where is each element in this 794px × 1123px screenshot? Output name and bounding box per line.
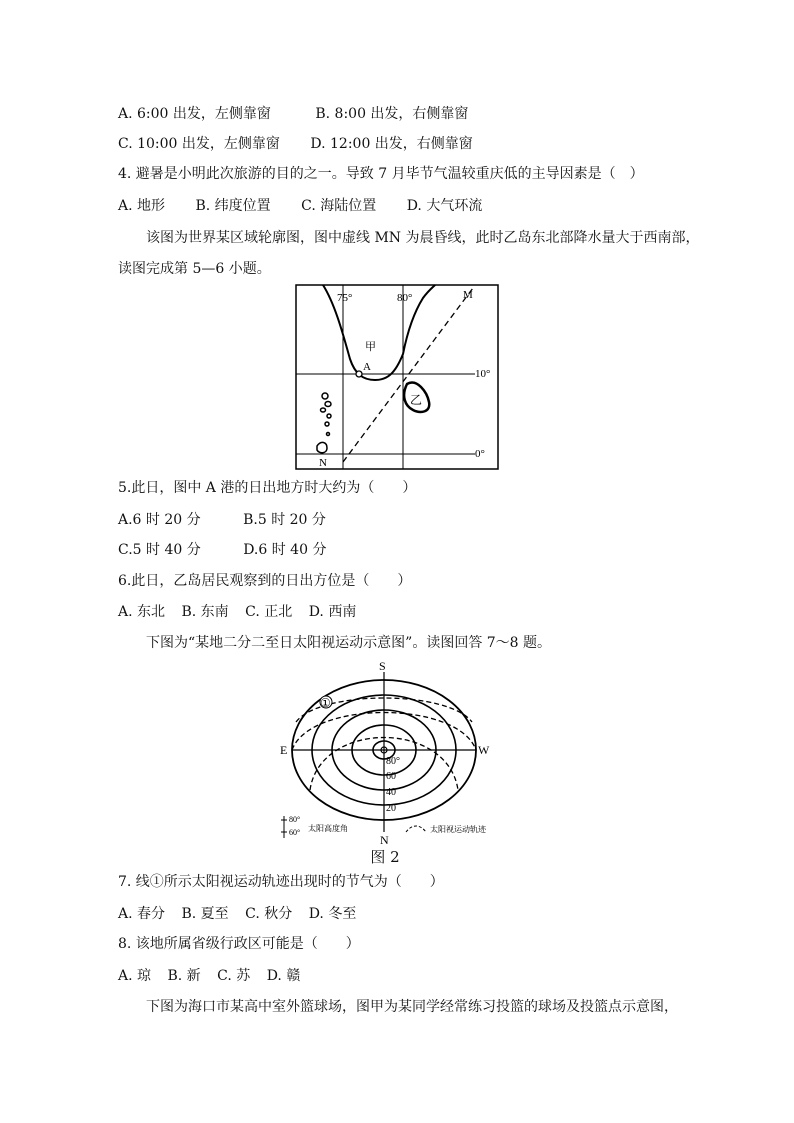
label-lon-80: 80°	[397, 292, 413, 304]
label-alt-80: 80°	[386, 756, 400, 767]
label-lon-75: 75°	[337, 292, 353, 304]
intro-basketball: 下图为海口市某高中室外篮球场，图甲为某同学经常练习投篮的球场及投篮点示意图，	[146, 999, 678, 1015]
q8-option-a: A. 琼	[118, 968, 152, 984]
q5-options-row2	[118, 540, 352, 560]
label-n: N	[319, 457, 327, 469]
label-circle-1: ①	[320, 696, 331, 710]
legend-altitude-label: 太阳高度角	[308, 824, 348, 833]
label-lat-10: 10°	[475, 368, 491, 380]
q6-options	[118, 602, 382, 622]
legend-80: 80°	[289, 815, 301, 824]
q3-option-d: D. 12:00 出发，右侧靠窗	[310, 136, 473, 152]
legend-track-label: 太阳视运动轨迹	[430, 825, 486, 834]
q7-options	[118, 904, 382, 924]
q3-options-row2	[118, 134, 499, 154]
q4-option-c: C. 海陆位置	[301, 198, 377, 214]
q8-stem: 8. 该地所属省级行政区可能是（ ）	[118, 936, 360, 952]
intro-5-6-line2: 读图完成第 5—6 小题。	[118, 261, 271, 277]
label-yi: 乙	[410, 393, 423, 407]
label-n: N	[380, 833, 389, 846]
q3-options-row1	[118, 104, 494, 124]
intro-5-6-line1: 该图为世界某区域轮廓图，图中虚线 MN 为晨昏线，此时乙岛东北部降水量大于西南部，	[146, 230, 700, 246]
q4-option-a: A. 地形	[118, 198, 166, 214]
legend-60: 60°	[289, 828, 301, 837]
q5-option-b: B.5 时 20 分	[243, 512, 326, 528]
q8-option-c: C. 苏	[217, 968, 251, 984]
intro-7-8: 下图为“某地二分二至日太阳视运动示意图”。读图回答 7～8 题。	[146, 635, 552, 651]
q6-option-d: D. 西南	[308, 604, 357, 620]
q7-stem: 7. 线①所示太阳视运动轨迹出现时的节气为（ ）	[118, 874, 444, 890]
q5-option-c: C.5 时 40 分	[118, 542, 201, 558]
label-w: W	[478, 743, 490, 757]
q6-option-b: B. 东南	[181, 604, 229, 620]
label-e: E	[280, 743, 288, 757]
q5-options-row1	[118, 510, 352, 530]
label-alt-20: 20	[386, 803, 396, 814]
label-lat-0: 0°	[475, 448, 485, 460]
q8-option-b: B. 新	[167, 968, 201, 984]
q5-option-d: D.6 时 40 分	[243, 542, 327, 558]
label-a: A	[363, 361, 371, 373]
q4-stem: 4. 避暑是小明此次旅游的目的之一。导致 7 月毕节气温较重庆低的主导因素是（ ）	[118, 166, 644, 182]
q7-option-b: B. 夏至	[181, 906, 229, 922]
label-jia: 甲	[365, 340, 376, 353]
q8-options	[118, 966, 326, 986]
q7-option-c: C. 秋分	[245, 906, 293, 922]
sun-path-figure	[270, 660, 500, 866]
label-alt-40: 40	[386, 787, 396, 798]
q4-option-d: D. 大气环流	[406, 198, 483, 214]
q4-options	[118, 196, 508, 216]
q5-stem: 5.此日，图中 A 港的日出地方时大约为（ ）	[118, 480, 417, 496]
point-a	[356, 371, 362, 377]
q3-option-b: B. 8:00 出发，右侧靠窗	[315, 106, 469, 122]
q6-option-c: C. 正北	[245, 604, 293, 620]
q6-stem: 6.此日，乙岛居民观察到的日出方位是（ ）	[118, 573, 412, 589]
figure-caption: 图 2	[370, 848, 400, 866]
q6-option-a: A. 东北	[118, 604, 166, 620]
q8-option-d: D. 赣	[266, 968, 301, 984]
label-alt-60: 60	[386, 771, 396, 782]
q5-option-a: A.6 时 20 分	[118, 512, 201, 528]
label-s: S	[379, 660, 386, 673]
q3-option-a: A. 6:00 出发，左侧靠窗	[118, 106, 271, 122]
q4-option-b: B. 纬度位置	[195, 198, 271, 214]
q7-option-a: A. 春分	[118, 906, 166, 922]
q7-option-d: D. 冬至	[308, 906, 357, 922]
region-outline-map	[295, 284, 499, 470]
sun-path-diagram	[270, 660, 500, 846]
q3-option-c: C. 10:00 出发，左侧靠窗	[118, 136, 280, 152]
label-m: M	[463, 289, 473, 301]
